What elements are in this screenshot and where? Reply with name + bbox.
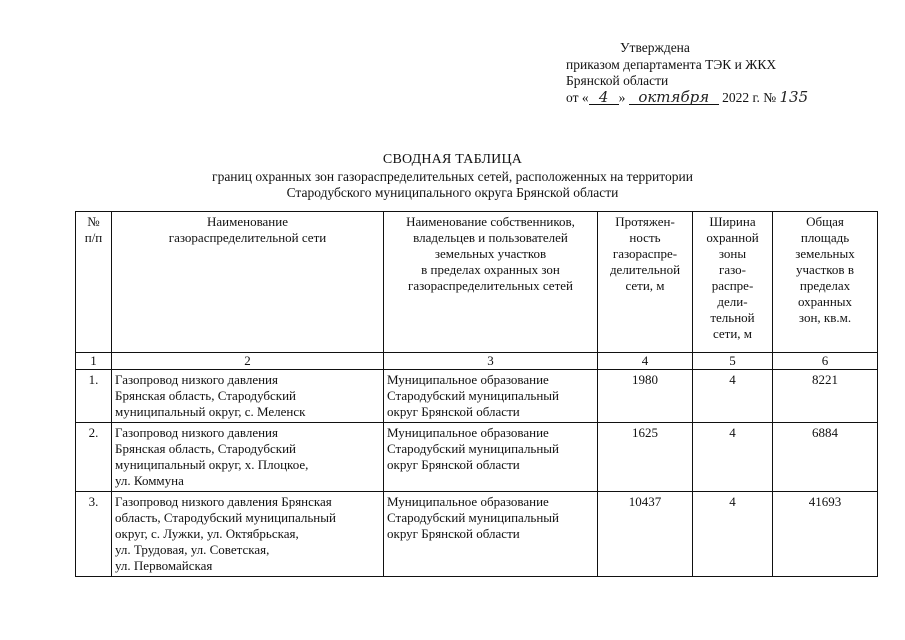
date-prefix: от «	[566, 89, 589, 105]
row-number: 2.	[76, 423, 112, 492]
date-mid: »	[618, 89, 626, 105]
column-number: 6	[773, 353, 878, 370]
header-cell-number: № п/п	[76, 212, 112, 353]
header-cell-width: Ширина охранной зоны газо- распре- дели- тельной сети, м	[693, 212, 773, 353]
column-number: 5	[693, 353, 773, 370]
owner-name: Муниципальное образование Стародубский муниципальный округ Брянской области	[384, 423, 598, 492]
header-cell-network: Наименование газораспределительной сети	[112, 212, 384, 353]
zone-area: 8221	[773, 370, 878, 423]
table-row	[76, 492, 878, 577]
column-number: 3	[384, 353, 598, 370]
date-day-handwritten: 4	[589, 90, 619, 105]
network-length: 1625	[598, 423, 693, 492]
zone-width: 4	[693, 492, 773, 577]
document-heading	[0, 152, 905, 202]
approval-block	[566, 40, 866, 106]
column-number: 1	[76, 353, 112, 370]
header-cell-length: Протяжен- ность газораспре- делительной сети, м	[598, 212, 693, 353]
date-year: 2022 г.	[722, 89, 760, 105]
network-length: 1980	[598, 370, 693, 423]
row-number: 1.	[76, 370, 112, 423]
zone-area: 41693	[773, 492, 878, 577]
header-cell-area: Общая площадь земельных участков в пределах охранных зон, кв.м.	[773, 212, 878, 353]
approval-date-line	[566, 87, 866, 107]
document-subtitle-1: границ охранных зон газораспределительных сетей, расположенных на территории	[212, 168, 693, 184]
network-length: 10437	[598, 492, 693, 577]
network-name: Газопровод низкого давления Брянская область, Стародубский муниципальный округ, х. Плоцкое, ул. Коммуна	[112, 423, 384, 492]
zone-width: 4	[693, 423, 773, 492]
number-sign: №	[763, 89, 777, 105]
zone-area: 6884	[773, 423, 878, 492]
date-month-handwritten: октября	[629, 90, 719, 105]
document-subtitle-2: Стародубского муниципального округа Брянской области	[286, 185, 619, 200]
header-cell-owner: Наименование собственников, владельцев и пользователей земельных участков в пределах охранных зон газораспределительных сетей	[384, 212, 598, 353]
approval-region-line: Брянской области	[566, 73, 669, 88]
network-name: Газопровод низкого давления Брянская область, Стародубский муниципальный округ, с. Лужки, ул. Октябрьская, ул. Трудовая, ул. Советская, ул. Первомайская	[112, 492, 384, 577]
summary-table	[75, 211, 878, 577]
owner-name: Муниципальное образование Стародубский муниципальный округ Брянской области	[384, 492, 598, 577]
table-header-row	[76, 212, 878, 353]
table-row	[76, 423, 878, 492]
row-number: 3.	[76, 492, 112, 577]
approval-order-line: приказом департамента ТЭК и ЖКХ	[566, 56, 777, 72]
order-number-handwritten: 135	[779, 87, 809, 106]
table-row	[76, 370, 878, 423]
column-number-row	[76, 353, 878, 370]
approval-title: Утверждена	[620, 40, 690, 55]
network-name: Газопровод низкого давления Брянская область, Стародубский муниципальный округ, с. Меленск	[112, 370, 384, 423]
column-number: 2	[112, 353, 384, 370]
owner-name: Муниципальное образование Стародубский муниципальный округ Брянской области	[384, 370, 598, 423]
column-number: 4	[598, 353, 693, 370]
document-title: СВОДНАЯ ТАБЛИЦА	[382, 152, 523, 167]
zone-width: 4	[693, 370, 773, 423]
